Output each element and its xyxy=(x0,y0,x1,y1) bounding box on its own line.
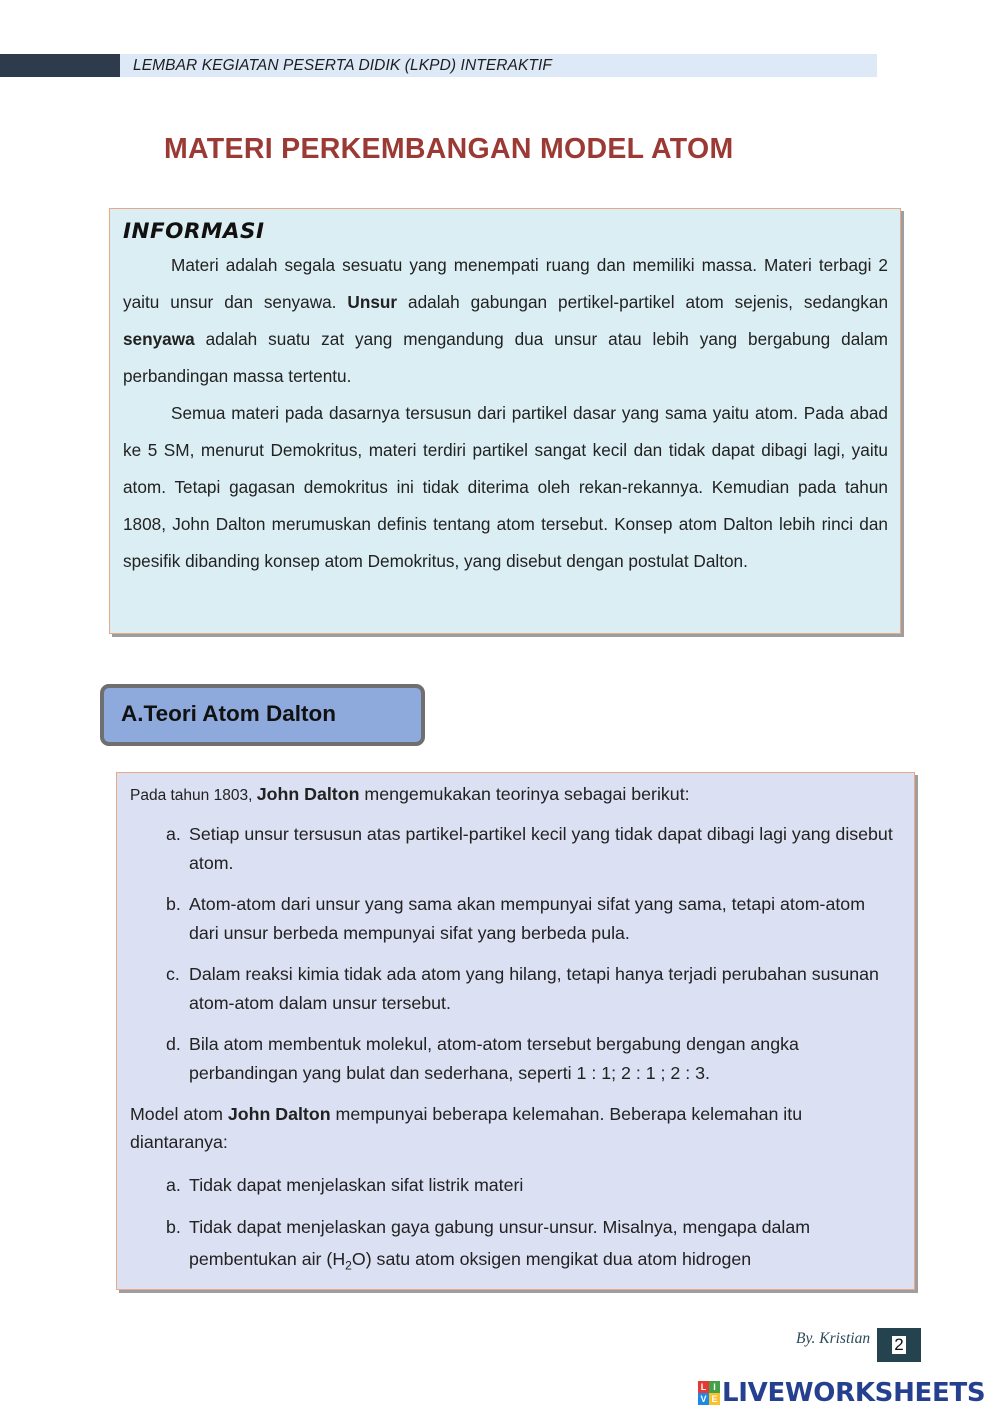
info-p1-text-2: adalah gabungan pertikel-partikel atom sejenis, sedangkan xyxy=(397,292,889,312)
liveworksheets-text: LIVEWORKSHEETS xyxy=(722,1378,986,1408)
theory-text: Atom-atom dari unsur yang sama akan mempunyai sifat yang sama, tetapi atom-atom dari unsur berbeda mempunyai sifat yang berbeda pula. xyxy=(189,894,866,943)
info-paragraph-2: Semua materi pada dasarnya tersusun dari partikel dasar yang sama yaitu atom. Pada abad ke 5 SM, menurut Demokritus, materi terdiri partikel sangat kecil dan tidak dapat dibagi lagi, yaitu atom. Tetapi gagasan demokritus ini tidak diterima oleh rekan-rekannya. Kemudian pada tahun 1808, John Dalton merumuskan definis tentang atom tersebut. Konsep atom Dalton lebih rinci dan spesifik dibanding konsep atom Demokritus, yang disebut dengan postulat Dalton. xyxy=(123,403,888,571)
header-text: LEMBAR KEGIATAN PESERTA DIDIK (LKPD) INTERAKTIF xyxy=(133,57,552,74)
info-p1-text-1: Materi adalah segala sesuatu yang menempati ruang dan memiliki massa. Materi terbagi 2 yaitu unsur dan senyawa. xyxy=(123,255,888,312)
weakness-marker: a. xyxy=(166,1175,181,1195)
weakness-item xyxy=(130,1169,898,1201)
weakness-text: Tidak dapat menjelaskan sifat listrik materi xyxy=(189,1175,524,1195)
theory-item xyxy=(130,890,898,948)
weakness-item xyxy=(130,1211,898,1282)
theory-item xyxy=(130,1030,898,1088)
theory-list xyxy=(130,820,898,1088)
logo-tile-v: V xyxy=(698,1393,709,1405)
dalton-intro-prefix: Pada tahun 1803, xyxy=(130,787,257,804)
logo-tile-i: I xyxy=(709,1381,720,1393)
section-heading: A.Teori Atom Dalton xyxy=(121,701,336,726)
info-box xyxy=(109,208,901,634)
weakness-intro-name: John Dalton xyxy=(227,1104,331,1124)
weakness-intro-suffix: mempunyai beberapa kelemahan. Beberapa kelemahan itu diantaranya: xyxy=(130,1104,803,1152)
theory-text: Setiap unsur tersusun atas partikel-partikel kecil yang tidak dapat dibagi lagi yang disebut atom. xyxy=(189,824,893,873)
author-byline: By. Kristian xyxy=(796,1330,871,1347)
info-p1-text-3: adalah suatu zat yang mengandung dua unsur atau lebih yang bergabung dalam perbandingan massa tertentu. xyxy=(123,329,888,386)
theory-marker: d. xyxy=(166,1034,181,1054)
section-heading-tab xyxy=(100,684,425,746)
dalton-intro-name: John Dalton xyxy=(256,784,360,804)
theory-text: Bila atom membentuk molekul, atom-atom tersebut bergabung dengan angka perbandingan yang bulat dan sederhana, seperti 1 : 1; 2 : 1 ; 2 : 3. xyxy=(189,1034,799,1083)
page-title: MATERI PERKEMBANGAN MODEL ATOM xyxy=(164,133,734,165)
dalton-intro-suffix: mengemukakan teorinya sebagai berikut: xyxy=(359,784,690,804)
header-accent-bar xyxy=(0,54,120,77)
info-paragraph-1 xyxy=(123,247,888,395)
info-heading: INFORMASI xyxy=(123,219,265,244)
theory-text: Dalam reaksi kimia tidak ada atom yang hilang, tetapi hanya terjadi perubahan susunan atom-atom dalam unsur tersebut. xyxy=(189,964,879,1013)
weakness-text-pre: Tidak dapat menjelaskan gaya gabung unsur-unsur. Misalnya, mengapa dalam pembentukan air (H xyxy=(189,1217,811,1269)
weakness-marker: b. xyxy=(166,1217,181,1237)
theory-item xyxy=(130,820,898,878)
dalton-intro xyxy=(130,782,898,808)
weakness-intro xyxy=(130,1100,898,1156)
weakness-text-post: O) satu atom oksigen mengikat dua atom hidrogen xyxy=(351,1249,752,1269)
logo-tile-e: E xyxy=(709,1393,720,1405)
subscript-2: 2 xyxy=(345,1258,352,1273)
theory-item xyxy=(130,960,898,1018)
page-number: 2 xyxy=(894,1335,904,1354)
liveworksheets-icon xyxy=(698,1381,720,1405)
logo-tile-l: L xyxy=(698,1381,709,1393)
dalton-theory-box xyxy=(116,772,915,1290)
theory-marker: a. xyxy=(166,824,181,844)
info-p1-bold-senyawa: senyawa xyxy=(123,329,195,349)
info-p1-bold-unsur: Unsur xyxy=(347,292,398,312)
weakness-list xyxy=(130,1169,898,1282)
weakness-intro-prefix: Model atom xyxy=(130,1104,228,1124)
theory-marker: b. xyxy=(166,894,181,914)
liveworksheets-logo[interactable] xyxy=(698,1376,985,1410)
theory-marker: c. xyxy=(166,964,180,984)
page-number-box xyxy=(877,1328,921,1362)
